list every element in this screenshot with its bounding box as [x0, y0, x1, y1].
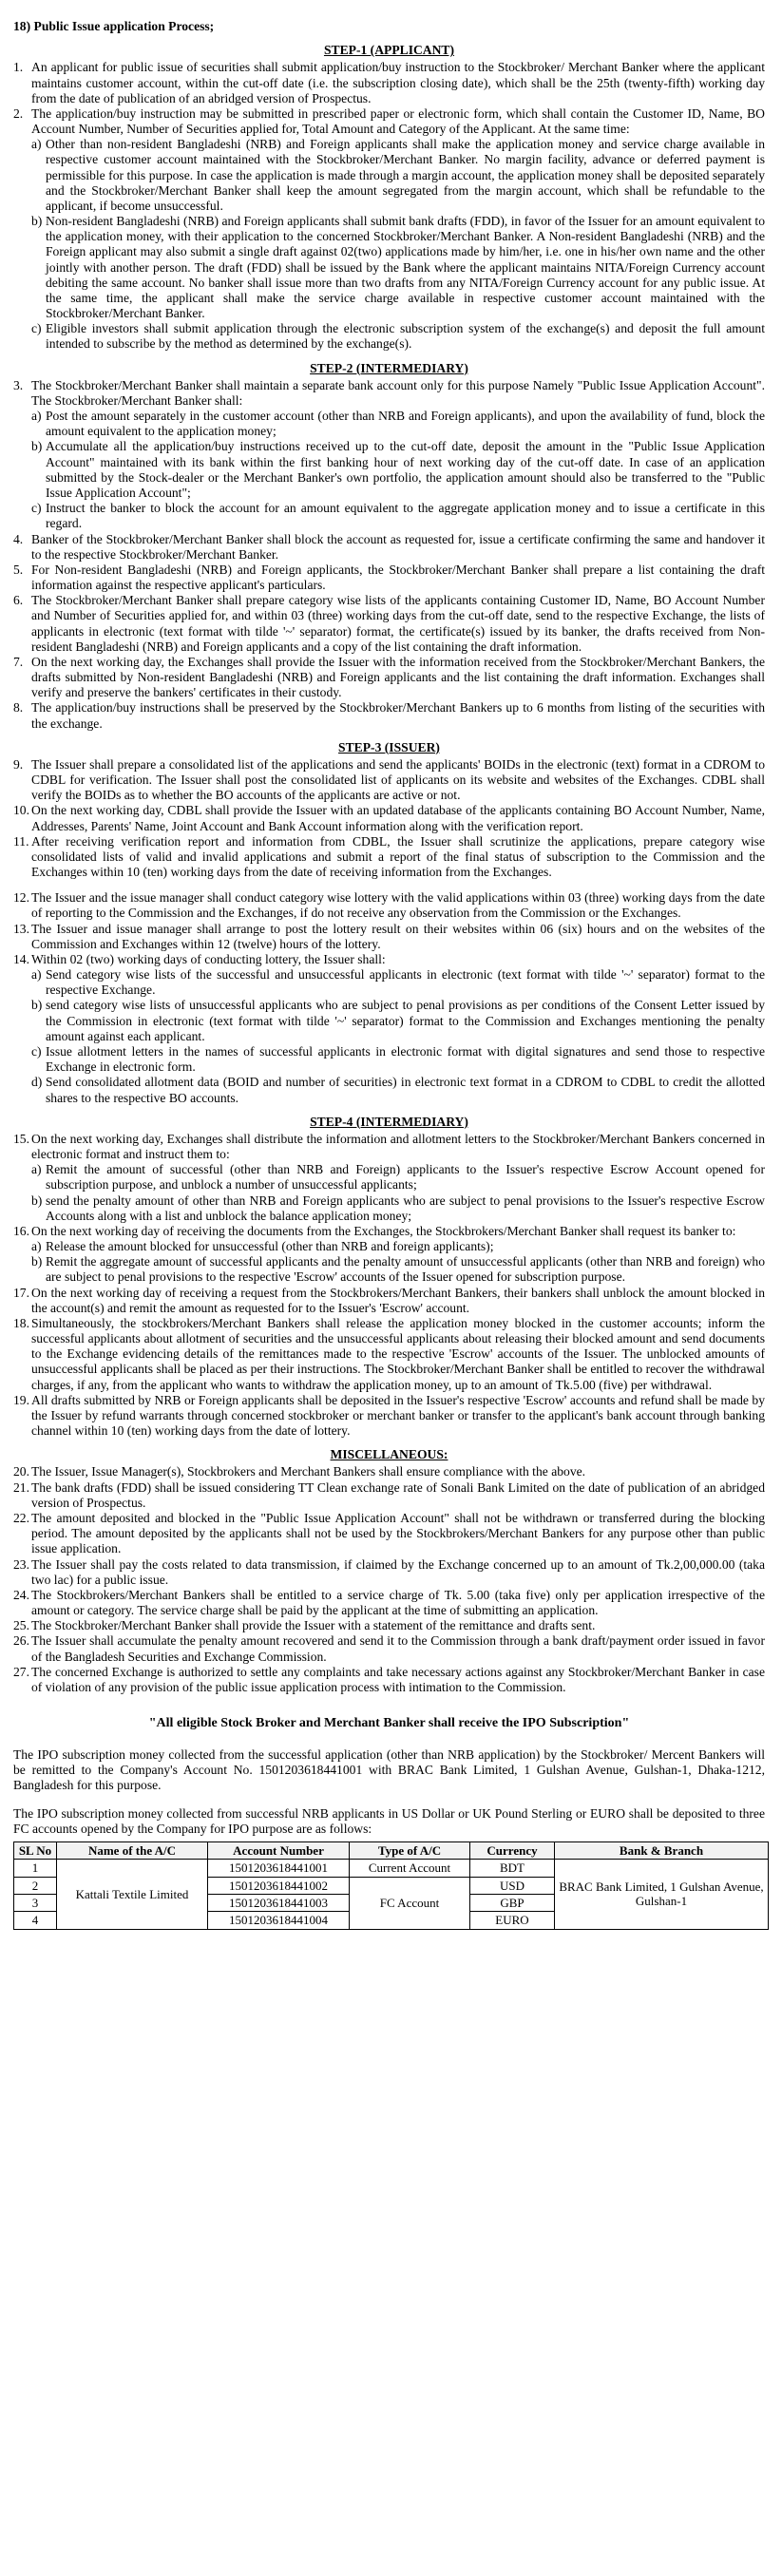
col-sl: SL No — [14, 1841, 57, 1859]
cell-currency: BDT — [470, 1860, 555, 1877]
item-text: The application/buy instructions shall be preserved by the Stockbroker/Merchant Bankers up to 6 months from listing of the securities with the exchange. — [31, 700, 765, 731]
item-number: 23. — [13, 1556, 29, 1572]
item-text: Eligible investors shall submit application through the electronic subscription system of the exchange(s) and deposit the full amount intended to subscribe by the method as determined by the exchange(s). — [46, 321, 765, 352]
numbered-item — [13, 700, 765, 731]
item-number: 10. — [13, 803, 29, 818]
item-number: 22. — [13, 1510, 29, 1525]
cell-sl: 1 — [14, 1860, 57, 1877]
table-row — [14, 1860, 769, 1877]
numbered-item — [13, 60, 765, 106]
item-text: Send category wise lists of the successful and unsuccessful applicants in electronic (text format with tilde '~' separator) format to the respective Exchange. — [46, 967, 765, 998]
sub-label: a) — [31, 137, 42, 152]
item-number: 3. — [13, 377, 24, 392]
item-text: The Issuer shall accumulate the penalty amount recovered and send it to the Commission through a bank draft/payment order issued in favor of the Bangladesh Securities and Exchange Commission. — [31, 1633, 765, 1664]
item-text: The Stockbroker/Merchant Banker shall maintain a separate bank account only for this purpose Namely "Public Issue Application Account". The Stockbroker/Merchant Banker shall: — [31, 377, 765, 408]
sub-label: c) — [31, 501, 42, 516]
table-header-row — [14, 1841, 769, 1859]
numbered-item — [13, 563, 765, 593]
cell-account-type: Current Account — [350, 1860, 470, 1877]
item-number: 14. — [13, 951, 29, 966]
item-number: 12. — [13, 890, 29, 906]
numbered-item — [13, 1618, 765, 1633]
item-text: On the next working day, Exchanges shall distribute the information and allotment letters to the Stockbroker/Merchant Bankers concerned in electronic format and instruct them to: — [31, 1131, 765, 1162]
item-text: All drafts submitted by NRB or Foreign applicants shall be deposited in the Issuer's respective 'Escrow' accounts and refund shall be made by the Issuer by refund warrants through concerned stockbroker or merchant banker or transfer to the applicant's bank account through banking channel within 10 (ten) working days from the date of lottery. — [31, 1392, 765, 1439]
sub-label: a) — [31, 1239, 42, 1254]
cell-sl: 3 — [14, 1894, 57, 1911]
remit-paragraph: The IPO subscription money collected from the successful application (other than NRB application) by the Stockbroker/ Mercent Bankers will be remitted to the Company's Account No. 1501203618441001 with BRAC Bank Limited, 1 Gulshan Avenue, Gulshan-1, Dhaka-1212, Bangladesh for this purpose. — [13, 1746, 765, 1793]
item-number: 16. — [13, 1223, 29, 1238]
item-text: Accumulate all the application/buy instructions received up to the cut-off date, deposit the amount in the "Public Issue Application Account" maintained with its bank within the first banking hour of next working day of the cut-off date. In case of an application submitted by the Stock-dealer or the Merchant Banker's own portfolio, the application amount should also be transferred to the "Public Issue Application Account"; — [46, 439, 765, 500]
col-name: Name of the A/C — [57, 1841, 208, 1859]
item-text: Instruct the banker to block the account for an amount equivalent to the aggregate application money and to issue a certificate in this regard. — [46, 501, 765, 531]
item-text: An applicant for public issue of securities shall submit application/buy instruction to the Stockbroker/ Merchant Banker where the applicant maintains customer account, within the cut-off date (i.e. the subscription closing date), which shall be the 25th (twenty-fifth) working day from the date of publication of an abridged version of Prospectus. — [31, 60, 765, 105]
sub-item — [31, 137, 765, 214]
item-text: Release the amount blocked for unsuccessful (other than NRB and foreign applicants); — [46, 1239, 494, 1254]
item-number: 2. — [13, 105, 24, 121]
accounts-table — [13, 1841, 769, 1930]
item-number: 25. — [13, 1618, 29, 1633]
sub-item — [31, 1075, 765, 1105]
numbered-item — [13, 1132, 765, 1162]
numbered-item — [13, 757, 765, 804]
item-text: On the next working day of receiving a request from the Stockbrokers/Merchant Bankers, their bankers shall unblock the amount blocked in the account(s) and remit the amount as requested for to the Issuer's 'Escrow' account. — [31, 1285, 765, 1315]
numbered-item — [13, 1557, 765, 1588]
item-number: 9. — [13, 756, 24, 772]
sub-item — [31, 1162, 765, 1193]
cell-currency: GBP — [470, 1894, 555, 1911]
item-text: send the penalty amount of other than NRB and Foreign applicants who are subject to penal provisions to the Issuer's respective Escrow Accounts along with a list and unblock the balance application money; — [46, 1193, 765, 1223]
cell-currency: USD — [470, 1877, 555, 1894]
step-heading: STEP-2 (INTERMEDIARY) — [310, 360, 468, 375]
numbered-item — [13, 890, 765, 921]
item-text: Other than non-resident Bangladeshi (NRB) and Foreign applicants shall make the application money and service charge available in respective customer account maintained with the Stockbroker/Merchant Banker. No margin facility, advance or deferred payment is permissible for this purpose. In case the application is made through a margin account, the application money shall be deposited separately and the Stockbroker/Merchant Banker shall keep the amount segregated from the margin account, which shall be refundable to the applicant, if become unsuccessful. — [46, 137, 765, 213]
step-heading: STEP-1 (APPLICANT) — [323, 43, 455, 58]
sub-item — [31, 1254, 765, 1285]
item-text: Remit the amount of successful (other than NRB and Foreign) applicants to the Issuer's respective Escrow Account opened for subscription purpose, and unblock a number of unsuccessful applicants; — [46, 1162, 765, 1193]
item-text: Send consolidated allotment data (BOID and number of securities) in electronic text format in a CDROM to CDBL to credit the allotted shares to the respective BO accounts. — [46, 1075, 765, 1105]
sub-item — [31, 409, 765, 439]
item-text: The Issuer shall prepare a consolidated list of the applications and send the applicants' BOIDs in the electronic (text) format in a CDROM to CDBL for verification. The Issuer shall post the consolidated list of applicants on its website and websites of the Exchanges. CDBL shall verify the BOIDs as to whether the BO accounts of the applicants are active or not. — [31, 756, 765, 803]
sub-item — [31, 1044, 765, 1075]
sub-label: b) — [31, 439, 43, 454]
item-text: The bank drafts (FDD) shall be issued considering TT Clean exchange rate of Sonali Bank Limited on the date of publication of an abridged version of Prospectus. — [31, 1479, 765, 1510]
sub-item — [31, 501, 765, 531]
cell-currency: EURO — [470, 1912, 555, 1929]
item-number: 24. — [13, 1587, 29, 1602]
sub-label: a) — [31, 967, 42, 983]
item-text: The Issuer and the issue manager shall conduct category wise lottery with the valid applications within 03 (three) working days from the date of reporting to the Commission and the Exchanges, if do not receive any observation from the Commission or the Exchanges. — [31, 890, 765, 921]
item-text: Remit the aggregate amount of successful applicants and the penalty amount of unsuccessful applicants (other than NRB and foreign) who are subject to penal provisions to the respective 'Escrow' accounts of the Issuer opened for subscription purpose. — [46, 1254, 765, 1285]
section-title: 18) Public Issue application Process; — [13, 19, 215, 33]
cell-account-type: FC Account — [350, 1877, 470, 1929]
ipo-notice: "All eligible Stock Broker and Merchant Banker shall receive the IPO Subscription" — [148, 1716, 630, 1731]
sub-label: a) — [31, 409, 42, 424]
sub-item — [31, 321, 765, 352]
step-heading: STEP-3 (ISSUER) — [338, 739, 440, 754]
cell-account-number: 1501203618441002 — [208, 1877, 350, 1894]
item-number: 21. — [13, 1479, 29, 1495]
sub-label: c) — [31, 1044, 42, 1059]
item-text: Post the amount separately in the customer account (other than NRB and Foreign applicants), and upon the availability of fund, block the amount equivalent to the application money; — [46, 409, 765, 439]
numbered-item — [13, 1224, 765, 1239]
item-number: 18. — [13, 1315, 29, 1330]
cell-account-number: 1501203618441001 — [208, 1860, 350, 1877]
item-text: The amount deposited and blocked in the "Public Issue Application Account" shall not be withdrawn or transferred during the blocking period. The amount deposited by the applicants shall not be used by the Stockbrokers/Merchant Bankers for any purpose other than public issue application. — [31, 1510, 765, 1556]
item-number: 19. — [13, 1392, 29, 1407]
item-number: 7. — [13, 654, 24, 669]
numbered-item — [13, 593, 765, 655]
item-number: 15. — [13, 1131, 29, 1146]
numbered-item — [13, 1286, 765, 1316]
col-account: Account Number — [208, 1841, 350, 1859]
numbered-item — [13, 106, 765, 137]
item-number: 20. — [13, 1464, 29, 1479]
item-text: For Non-resident Bangladeshi (NRB) and Foreign applicants, the Stockbroker/Merchant Banker shall prepare a list containing the draft information against the respective applicant's particulars. — [31, 562, 765, 593]
numbered-item — [13, 922, 765, 952]
numbered-item — [13, 803, 765, 833]
item-text: Issue allotment letters in the names of successful applicants in electronic format with digital signatures and send those to respective Exchange in electronic form. — [46, 1044, 765, 1075]
numbered-item — [13, 1511, 765, 1557]
sub-label: a) — [31, 1162, 42, 1177]
sub-item — [31, 1239, 765, 1254]
numbered-item — [13, 1633, 765, 1664]
sub-label: b) — [31, 214, 43, 229]
item-number: 27. — [13, 1664, 29, 1679]
item-text: The application/buy instruction may be submitted in prescribed paper or electronic form, which shall contain the Customer ID, Name, BO Account Number, Number of Securities applied for, Total Amount and Category of the Applicant. At the same time: — [31, 105, 765, 137]
sub-label: b) — [31, 998, 43, 1013]
sub-item — [31, 214, 765, 321]
numbered-item — [13, 1393, 765, 1440]
cell-account-number: 1501203618441004 — [208, 1912, 350, 1929]
sub-item — [31, 998, 765, 1044]
cell-account-name: Kattali Textile Limited — [57, 1860, 208, 1930]
col-currency: Currency — [470, 1841, 555, 1859]
numbered-item — [13, 1480, 765, 1511]
numbered-item — [13, 1665, 765, 1695]
item-text: The Issuer, Issue Manager(s), Stockbrokers and Merchant Bankers shall ensure compliance with the above. — [31, 1464, 586, 1479]
item-number: 13. — [13, 921, 29, 936]
item-text: Non-resident Bangladeshi (NRB) and Foreign applicants shall submit bank drafts (FDD), in favor of the Issuer for an amount equivalent to the application money, with their application to the concerned Stockbroker/Merchant Banker. A Non-resident Bangladeshi (NRB) and the Foreign applicant may also submit a single draft against 02(two) applications made by him/her, i.e. one in his/her own name and the other jointly with another person. The draft (FDD) shall be issued by the Bank where the applicant maintains NITA/Foreign Currency account debiting the same account. No banker shall issue more than two drafts from any NITA/Foreign Currency account for any public issue. At the same time, the applicant shall make the service charge available in respective customer account maintained with the Stockbroker/Merchant Banker. — [46, 214, 765, 321]
sub-label: b) — [31, 1254, 43, 1269]
item-text: Simultaneously, the stockbrokers/Merchant Bankers shall release the application money blocked in the customer accounts; inform the successful applicants about allotment of securities and the unsuccessful applicants about releasing their blocked amount and send documents to the Exchange evidencing details of the remittances made to the respective 'Escrow' accounts of the Issuer. The unblocked amounts of unsuccessful applicants shall be placed as per their instructions. The Stockbroker/Merchant Banker shall be entitled to recover the withdrawal charges, if any, from the applicant who wants to withdraw the application money, up to an amount of Tk.5.00 (five) per withdrawal. — [31, 1315, 765, 1392]
item-number: 17. — [13, 1285, 29, 1300]
item-number: 11. — [13, 833, 29, 849]
item-text: The Issuer and issue manager shall arrange to post the lottery result on their websites within 06 (six) hours and on the websites of the Commission and Exchanges within 12 (twelve) hours of the lottery. — [31, 921, 765, 951]
spacer — [13, 880, 765, 890]
cell-sl: 2 — [14, 1877, 57, 1894]
item-text: On the next working day, the Exchanges shall provide the Issuer with the information received from the Stockbroker/Merchant Bankers, the drafts submitted by Non-resident Bangladeshi (NRB) and Foreign applicants and the list containing the draft information. Exchanges shall verify and preserve the bankers' certificates in their custody. — [31, 654, 765, 700]
cell-sl: 4 — [14, 1912, 57, 1929]
item-text: The Issuer shall pay the costs related to data transmission, if claimed by the Exchange concerned up to an amount of Tk.2,00,000.00 (taka two lac) for a public issue. — [31, 1556, 765, 1587]
sub-label: d) — [31, 1075, 43, 1090]
sub-item — [31, 439, 765, 501]
step-heading: MISCELLANEOUS: — [330, 1447, 448, 1462]
col-bank: Bank & Branch — [555, 1841, 769, 1859]
item-number: 6. — [13, 593, 24, 608]
item-text: send category wise lists of unsuccessful applicants who are subject to penal provisions as per conditions of the Consent Letter issued by the Commission in electronic (text format with tilde '~' separator) format to the Commission and Exchanges mentioning the penalty amount against each applicant. — [46, 998, 765, 1043]
col-type: Type of A/C — [350, 1841, 470, 1859]
item-text: The Stockbrokers/Merchant Bankers shall be entitled to a service charge of Tk. 5.00 (taka five) only per application irrespective of the amount or category. The service charge shall be paid by the applicant at the time of submitting an application. — [31, 1587, 765, 1618]
item-number: 26. — [13, 1633, 29, 1649]
item-text: Banker of the Stockbroker/Merchant Banker shall block the account as requested for, issue a certificate confirming the same and handover it to the respective Stockbroker/Merchant Banker. — [31, 531, 765, 562]
numbered-item — [13, 532, 765, 563]
sub-item — [31, 967, 765, 998]
item-text: On the next working day of receiving the documents from the Exchanges, the Stockbrokers/Merchant Banker shall request its banker to: — [31, 1223, 736, 1238]
numbered-item — [13, 834, 765, 881]
numbered-item — [13, 378, 765, 409]
numbered-item — [13, 1588, 765, 1618]
sub-item — [31, 1193, 765, 1224]
numbered-item — [13, 1316, 765, 1393]
numbered-item — [13, 655, 765, 701]
item-text: The concerned Exchange is authorized to settle any complaints and take necessary actions against any Stockbroker/Merchant Banker in case of violation of any provision of the public issue application process with intimation to the Commission. — [31, 1664, 765, 1694]
cell-bank-branch: BRAC Bank Limited, 1 Gulshan Avenue, Gulshan-1 — [555, 1860, 769, 1930]
item-text: Within 02 (two) working days of conducting lottery, the Issuer shall: — [31, 951, 386, 966]
numbered-item — [13, 952, 765, 967]
nrb-paragraph: The IPO subscription money collected from successful NRB applicants in US Dollar or UK Pound Sterling or EURO shall be deposited to three FC accounts opened by the Company for IPO purpose are as follows: — [13, 1806, 765, 1837]
cell-account-number: 1501203618441003 — [208, 1894, 350, 1911]
item-text: After receiving verification report and information from CDBL, the Issuer shall scrutinize the applications, prepare category wise consolidated lists of valid and invalid applications and submit a report of the final status of subscription to the Commission and the Exchanges within 10 (ten) working days from the date of receiving information from the Exchanges. — [31, 833, 765, 880]
step-heading: STEP-4 (INTERMEDIARY) — [310, 1114, 468, 1129]
steps-container — [13, 43, 765, 1695]
sub-label: c) — [31, 321, 42, 336]
item-number: 5. — [13, 562, 24, 577]
item-number: 1. — [13, 60, 24, 75]
item-text: On the next working day, CDBL shall provide the Issuer with an updated database of the applicants containing BO Account Number, Name, Addresses, Parents' Name, Joint Account and Bank Account information along with the verification report. — [31, 803, 765, 833]
item-text: The Stockbroker/Merchant Banker shall prepare category wise lists of the applicants containing Customer ID, Name, BO Account Number and Number of Securities applied for, and within 03 (three) working days from the cut-off date, send to the respective Exchange, the lists of applicants in electronic (text format with tilde '~' separator) format, the certificate(s) issued by its banker, the drafts received from Non-resident Bangladeshi (NRB) and Foreign applicants and a copy of the list containing the draft information. — [31, 593, 765, 654]
item-number: 4. — [13, 531, 24, 546]
item-number: 8. — [13, 700, 24, 716]
sub-label: b) — [31, 1193, 43, 1208]
item-text: The Stockbroker/Merchant Banker shall provide the Issuer with a statement of the remittance and drafts sent. — [31, 1618, 596, 1633]
numbered-item — [13, 1464, 765, 1479]
